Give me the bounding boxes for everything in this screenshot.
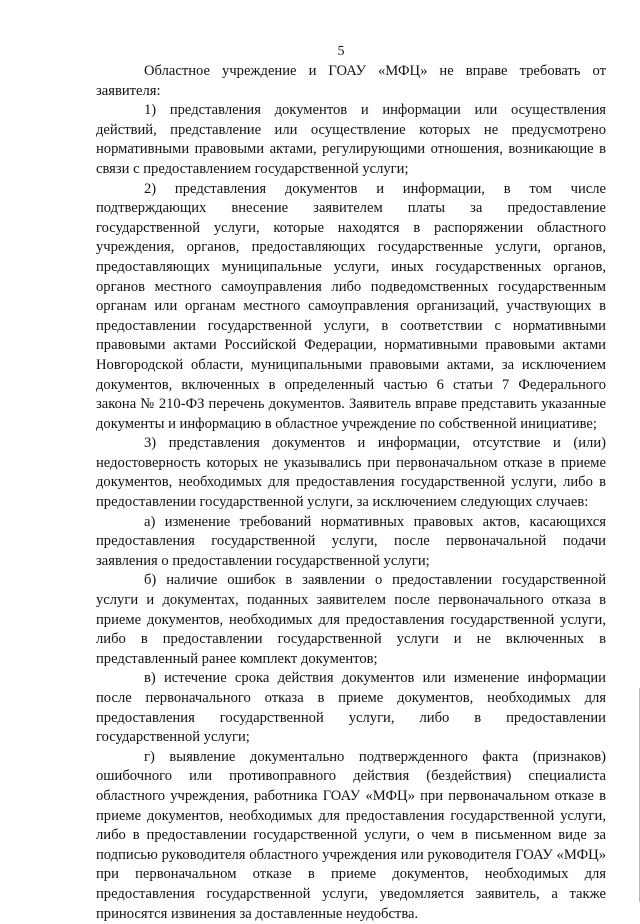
paragraph-subitem-a: а) изменение требований нормативных правовых актов, касающихся предоставления государственной услуги, после первоначальной подачи заявления о предоставлении государственной услуги; [96,513,606,569]
paragraph-subitem-b: б) наличие ошибок в заявлении о предоставлении государственной услуги и документах, поданных заявителем после первоначального отказа в приеме документов, необходимых для предоставления государственной услуги, либо в предоставлении государственной услуги и не включенных в представленный ранее комплект документов; [96,572,606,667]
paragraph-subitem-g: г) выявление документально подтвержденного факта (признаков) ошибочного или противоправного действия (бездействия) специалиста областного учреждения, работника ГОАУ «МФЦ» при первоначальном отказе в приеме документов, необходимых для предоставления государственной услуги, либо в предоставлении государственной услуги, о чем в письменном виде за подписью руководителя областного учреждения или руководителя ГОАУ «МФЦ» при первоначальном отказе в приеме документов, необходимых для предоставления государственной услуги, уведомляется заявитель, а также приносятся извинения за доставленные неудобства. [96,748,606,922]
page-number: 5 [337,44,345,59]
paragraph-item-2: 2) представления документов и информации, в том числе подтверждающих внесение заявителем платы за предоставление государственной услуги, которые находятся в распоряжении областного учреждения, органов, предоставляющих государственные услуги, органов, предоставляющих муниципальные услуги, иных государственных органов, органов местного самоуправления либо подведомственных государственным органам или органам местного самоуправления организаций, участвующих в предоставлении государственной услуги, в соответствии с нормативными правовыми актами Российской Федерации, нормативными правовыми актами Новгородской области, муниципальными правовыми актами, за исключением документов, включенных в определенный частью 6 статьи 7 Федерального закона № 210-ФЗ перечень документов. Заявитель вправе представить указанные документы и информацию в областное учреждение по собственной инициативе; [96,180,606,432]
paragraph-item-1: 1) представления документов и информации или осуществления действий, представление или осуществление которых не предусмотрено нормативными правовыми актами, регулирующими отношения, возникающие в связи с предоставлением государственной услуги; [96,102,606,177]
paragraph-intro: Областное учреждение и ГОАУ «МФЦ» не вправе требовать от заявителя: [96,63,606,99]
paragraph-item-3: 3) представления документов и информации, отсутствие и (или) недостоверность которых не указывались при первоначальном отказе в приеме документов, необходимых для предоставления государственной услуги, либо в предоставлении государственной услуги, за исключением следующих случаев: [96,435,606,511]
paragraph-subitem-v: в) истечение срока действия документов или изменение информации после первоначального отказа в приеме документов, необходимых для предоставления государственной услуги, либо в предоставлении государственной услуги; [96,670,606,746]
document-page [96,44,606,924]
